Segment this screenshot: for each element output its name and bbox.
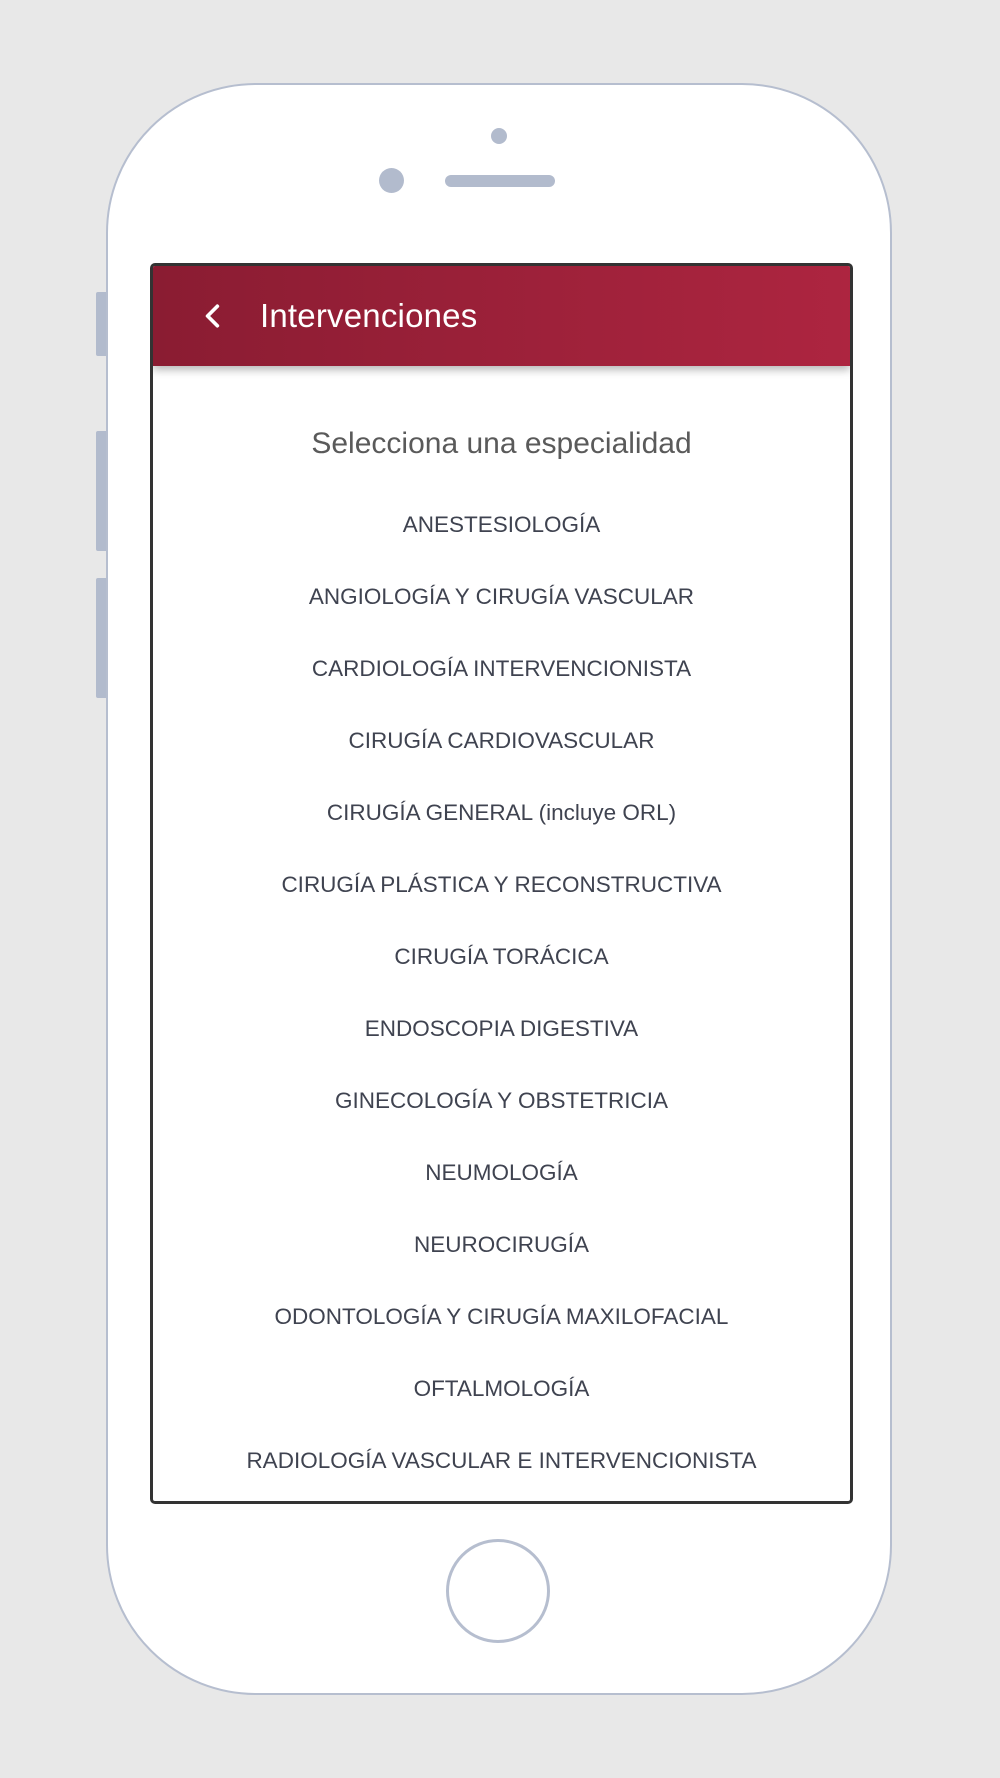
specialty-item[interactable]: ANESTESIOLOGÍA	[402, 512, 601, 537]
specialty-item[interactable]: GINECOLOGÍA Y OBSTETRICIA	[334, 1088, 668, 1113]
specialty-item[interactable]: CIRUGÍA GENERAL (incluye ORL)	[326, 800, 677, 825]
sensor-dot	[491, 128, 507, 144]
specialty-item[interactable]: NEUMOLOGÍA	[425, 1160, 578, 1185]
specialty-item[interactable]: ENDOSCOPIA DIGESTIVA	[364, 1016, 639, 1041]
specialty-content	[153, 366, 850, 1497]
specialty-list	[153, 489, 850, 1497]
specialty-item[interactable]: CIRUGÍA CARDIOVASCULAR	[348, 728, 655, 753]
front-camera	[379, 168, 404, 193]
specialty-item[interactable]: RADIOLOGÍA VASCULAR E INTERVENCIONISTA	[246, 1448, 757, 1473]
app-bar	[153, 266, 850, 366]
back-button[interactable]	[178, 281, 248, 351]
page-title: Intervenciones	[260, 297, 478, 334]
earpiece-speaker	[445, 175, 555, 187]
app-screen	[150, 263, 853, 1504]
specialty-item[interactable]: ANGIOLOGÍA Y CIRUGÍA VASCULAR	[308, 584, 695, 609]
specialty-item[interactable]: CIRUGÍA PLÁSTICA Y RECONSTRUCTIVA	[281, 872, 722, 897]
specialty-item[interactable]: OFTALMOLOGÍA	[413, 1376, 590, 1401]
specialty-item[interactable]: CIRUGÍA TORÁCICA	[394, 944, 609, 969]
specialty-item[interactable]: CARDIOLOGÍA INTERVENCIONISTA	[311, 656, 692, 681]
home-button[interactable]	[446, 1539, 550, 1643]
chevron-left-icon	[200, 303, 226, 329]
section-heading: Selecciona una especialidad	[311, 427, 692, 460]
specialty-item[interactable]: ODONTOLOGÍA Y CIRUGÍA MAXILOFACIAL	[274, 1304, 729, 1329]
specialty-item[interactable]: NEUROCIRUGÍA	[413, 1232, 589, 1257]
